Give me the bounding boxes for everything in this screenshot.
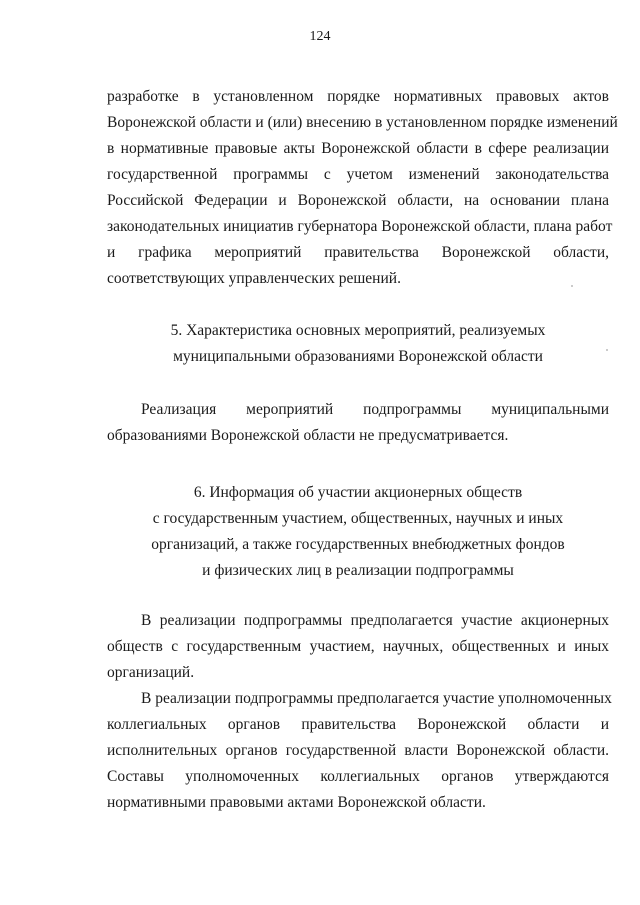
text-line: организаций. xyxy=(107,664,195,681)
text-line: Воронежской области и (или) внесению в установленном порядке изменений xyxy=(107,114,618,131)
scan-speck xyxy=(606,349,608,351)
heading-line: организаций, а также государственных внебюджетных фондов xyxy=(151,536,565,553)
paragraph-legislation xyxy=(107,84,618,292)
heading-line: муниципальными образованиями Воронежской области xyxy=(173,348,543,365)
text-line: обществ с государственным участием, научных, общественных и иных xyxy=(107,638,609,655)
text-line: коллегиальных органов правительства Воронежской области и xyxy=(107,716,609,733)
section-6-heading xyxy=(107,480,609,584)
scan-speck xyxy=(571,285,573,287)
page-number: 124 xyxy=(309,29,331,44)
text-line: Реализация мероприятий подпрограммы муниципальными xyxy=(141,401,609,418)
text-line: В реализации подпрограммы предполагается участие уполномоченных xyxy=(141,690,612,707)
heading-line: и физических лиц в реализации подпрограммы xyxy=(202,562,514,579)
text-line: соответствующих управленческих решений. xyxy=(107,270,401,287)
section-5-body xyxy=(107,397,609,449)
text-line: исполнительных органов государственной власти Воронежской области. xyxy=(107,742,609,759)
text-line: в нормативные правовые акты Воронежской области в сфере реализации xyxy=(107,140,609,157)
section-6-body xyxy=(107,608,612,816)
section-5-heading xyxy=(107,318,609,370)
text-line: образованиями Воронежской области не предусматривается. xyxy=(107,427,509,444)
text-line: законодательных инициатив губернатора Воронежской области, плана работ xyxy=(107,218,613,235)
text-line: Составы уполномоченных коллегиальных органов утверждаются xyxy=(107,768,609,785)
heading-line: 6. Информация об участии акционерных обществ xyxy=(193,484,523,501)
text-line: государственной программы с учетом изменений законодательства xyxy=(107,166,609,183)
text-line: разработке в установленном порядке нормативных правовых актов xyxy=(107,88,609,105)
text-line: нормативными правовыми актами Воронежской области. xyxy=(107,794,486,811)
text-line: Российской Федерации и Воронежской области, на основании плана xyxy=(107,192,609,209)
heading-line: 5. Характеристика основных мероприятий, реализуемых xyxy=(170,322,546,339)
heading-line: с государственным участием, общественных, научных и иных xyxy=(152,510,564,527)
text-line: В реализации подпрограммы предполагается участие акционерных xyxy=(141,612,609,629)
text-line: и графика мероприятий правительства Воронежской области, xyxy=(107,244,609,261)
